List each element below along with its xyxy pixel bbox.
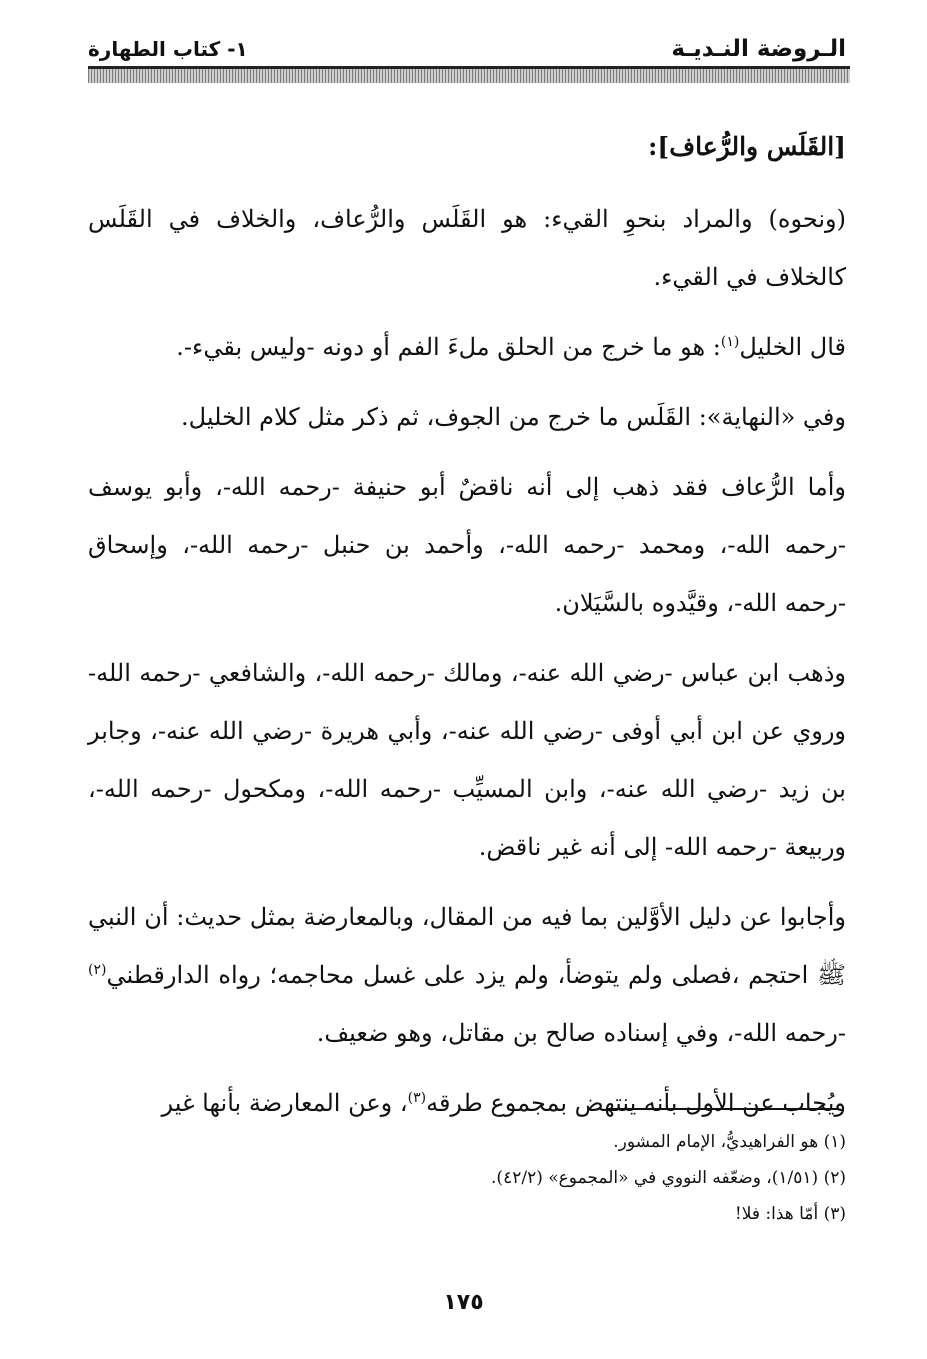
- paragraph-3: وفي «النهاية»: القَلَس ما خرج من الجوف، ثم ذكر مثل كلام الخليل.: [181, 403, 846, 431]
- paragraph-2: [88, 318, 846, 376]
- paragraph-4: وأما الرُّعاف فقد ذهب إلى أنه ناقضٌ أبو حنيفة -رحمه الله-، وأبو يوسف -رحمه الله-، ومحمد -رحمه الله-، وأحمد بن حنبل -رحمه الله-، وإسحاق -رحمه الله-، وقيَّدوه بالسَّيَلان.: [88, 473, 846, 617]
- paragraph-6-end: -رحمه الله-، وفي إسناده صالح بن مقاتل، وهو ضعيف.: [316, 1019, 846, 1047]
- footnote-rule: [607, 1108, 839, 1110]
- main-text: [88, 118, 846, 1144]
- chapter-title: ١- كتاب الطهارة: [88, 37, 248, 61]
- book-title: الـروضة النـديـة: [671, 36, 846, 62]
- header-rule: [88, 66, 850, 83]
- footnote-3: (٣) أمّا هذا: فلا!: [734, 1204, 846, 1224]
- paragraph-1: (ونحوه) والمراد بنحوِ القيء: هو القَلَس والرُّعاف، والخلاف في القَلَس كالخلاف في القيء.: [88, 205, 846, 291]
- footnote-2: (٢) (١/٥١)، وضعّفه النووي في «المجموع» (٤٢/٢).: [491, 1168, 846, 1188]
- footnote-1: (١) هو الفراهيديُّ، الإمام المشور.: [613, 1132, 846, 1152]
- page-number: ١٧٥: [443, 1290, 484, 1315]
- footnote-marker-2: (٢): [88, 962, 107, 978]
- footnote-marker-3: (٣): [407, 1090, 427, 1106]
- paragraph-7-start: ويُجاب عن الأول بأنه ينتهض بمجموع طرقه: [426, 1089, 846, 1117]
- paragraph-5: وذهب ابن عباس -رضي الله عنه-، ومالك -رحمه الله-، والشافعي -رحمه الله- وروي عن ابن أبي أوفى -رضي الله عنه-، وأبي هريرة -رضي الله عنه-، وجابر بن زيد -رضي الله عنه-، وابن المسيِّب -رحمه الله-، ومكحول -رحمه الله-، وربيعة -رحمه الله- إلى أنه غير ناقض.: [88, 659, 846, 861]
- section-heading: [القَلَس والرُّعاف]:: [648, 132, 846, 161]
- paragraph-2-start: قال الخليل: [739, 333, 846, 361]
- paragraph-2-end: : هو ما خرج من الحلق ملءَ الفم أو دونه -وليس بقيء-.: [176, 333, 721, 361]
- paragraph-7-end: ، وعن المعارضة بأنها غير: [161, 1089, 408, 1117]
- footnotes: [88, 1124, 846, 1232]
- running-header: [88, 32, 846, 68]
- footnote-marker-1: (١): [720, 334, 740, 350]
- paragraph-6: [88, 888, 846, 1062]
- paragraph-6-start: وأجابوا عن دليل الأوَّلين بما فيه من المقال، وبالمعارضة بمثل حديث: أن النبي ﷺ احتجم ،فصلى ولم يتوضأ، ولم يزد على غسل محاجمه؛ رواه الدارقطني: [88, 903, 846, 989]
